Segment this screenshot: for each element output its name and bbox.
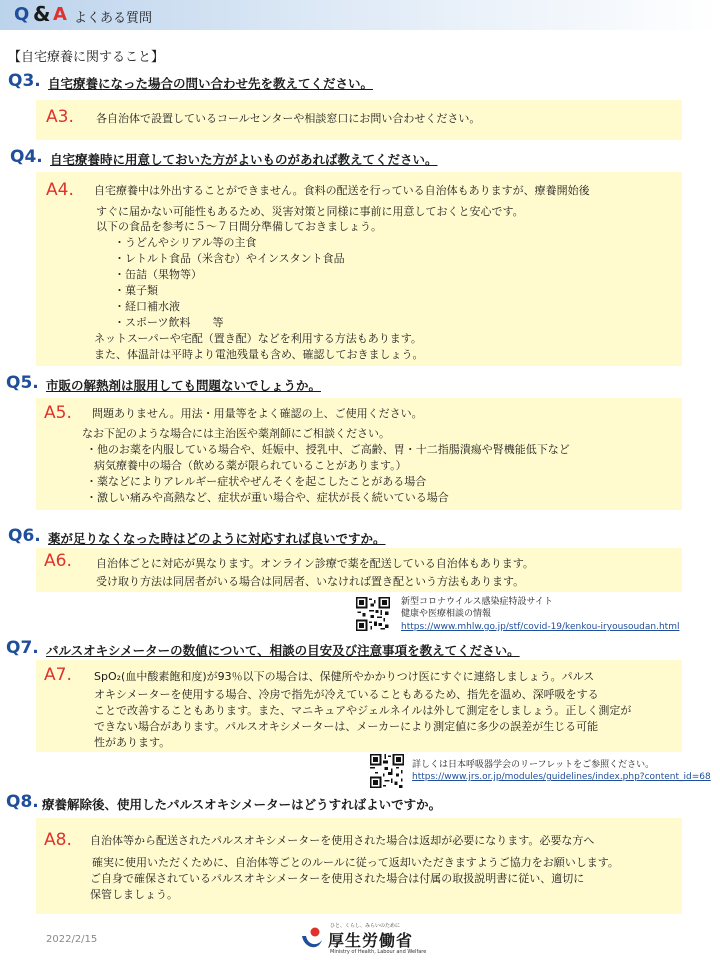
a7-line: 性があります。 [94,736,171,749]
a7-box [36,660,682,752]
a7-line: ことで改善することもあります。また、マニキュアやジェルネイルは外して測定をしましょう。正しく測定が [94,704,632,717]
a3-box [36,100,682,140]
ref-note-jrs: 詳しくは日本呼吸器学会のリーフレットをご参照ください。 [412,760,655,770]
page-title: よくある質問 [74,11,153,26]
header-q-letter: Q [14,4,30,25]
q6-label: Q6. [8,526,41,546]
footer-date: 2022/2/15 [46,934,98,945]
header-ampersand: & [33,2,51,26]
a7-label: A7. [44,665,72,685]
q5-label: Q5. [6,373,39,393]
a8-line: ご自身で確保されているパルスオキシメーターを使用された場合は付属の取扱説明書に従い、適切に [90,872,585,885]
a8-box [36,818,682,914]
a5-box [36,398,682,510]
ref-note-mhlw: 新型コロナウイルス感染症特設サイト [401,597,553,607]
a5-label: A5. [44,403,72,423]
q8-question: 療養解除後、使用したパルスオキシメーターはどうすればよいですか。 [42,797,442,812]
q8-label: Q8. [6,792,39,812]
qr-code-mhlw [356,597,390,631]
a4-line: ・菓子類 [114,284,158,297]
a4-line: すぐに届かない可能性もあるため、災害対策と同様に事前に用意しておくと安心です。 [96,205,524,218]
q7-question: パルスオキシメーターの数値について、相談の目安及び注意事項を教えてください。 [46,643,520,658]
header-a-letter: A [53,4,67,25]
a4-line: また、体温計は平時より電池残量も含め、確認しておきましょう。 [94,348,424,361]
a5-line: 問題ありません。用法・用量等をよく確認の上、ご使用ください。 [92,407,423,420]
q5-question: 市販の解熱剤は服用しても問題ないでしょうか。 [46,378,322,393]
a4-line: ・経口補水液 [114,300,180,313]
a5-line: なお下記のような場合には主治医や薬剤師にご相談ください。 [82,427,390,440]
a4-line: ・スポーツ飲料 等 [114,316,224,329]
a4-line: ・缶詰（果物等） [114,268,202,281]
a7-line: できない場合があります。パルスオキシメーターは、メーカーにより測定値に多少の誤差が生じる可能 [94,720,599,733]
a7-line: SpO₂(血中酸素飽和度)が93％以下の場合は、保健所やかかりつけ医にすぐに連絡しましょう。パルス [94,670,595,683]
a8-line: 自治体等から配送されたパルスオキシメーターを使用された場合は返却が必要になります。必要な方へ [90,834,595,847]
a4-label: A4. [46,180,74,200]
a5-line: ・激しい痛みや高熱など、症状が重い場合や、症状が長く続いている場合 [86,491,449,504]
a8-line: 確実に使用いただくために、自治体等ごとのルールに従って返却いただきますようご協力をお願いします。 [92,856,619,869]
a6-box [36,548,682,592]
a6-line: 受け取り方法は同居者がいる場合は同居者、いなければ置き配という方法もあります。 [96,575,525,588]
a3-label: A3. [46,107,74,127]
a8-line: 保管しましょう。 [90,888,178,901]
a3-line: 各自治体で設置しているコールセンターや相談窓口にお問い合わせください。 [96,112,481,125]
ref-note-mhlw: 健康や医療相談の情報 [401,609,492,619]
a4-line: ・レトルト食品（米含む）やインスタント食品 [114,252,345,265]
a8-label: A8. [44,830,72,850]
q4-question: 自宅療養時に用意しておいた方がよいものがあれば教えてください。 [50,152,438,167]
a4-line: 自宅療養中は外出することができません。食料の配送を行っている自治体もありますが、療養開始後 [94,184,590,197]
a5-line: ・薬などによりアレルギー症状やぜんそくを起こしたことがある場合 [86,475,427,488]
q3-question: 自宅療養になった場合の問い合わせ先を教えてください。 [48,76,374,91]
q6-question: 薬が足りなくなった時はどのように対応すれば良いですか。 [48,531,386,546]
ref-link-mhlw[interactable]: https://www.mhlw.go.jp/stf/covid-19/kenkou-iryousoudan.html [401,622,680,632]
logo-name: 厚生労働省 [328,931,414,950]
a4-line: ・うどんやシリアル等の主食 [114,236,257,249]
a5-line: 病気療養中の場合（飲める薬が限られていることがあります。） [94,459,407,472]
ministry-logo-icon [300,926,324,952]
section-label: 【自宅療養に関すること】 [8,50,165,65]
q4-label: Q4. [10,147,43,167]
qr-code-jrs [370,754,404,788]
ministry-logo [300,922,427,958]
a4-box [36,172,682,366]
logo-english-name: Ministry of Health, Labour and Welfare [330,949,427,955]
ref-link-jrs[interactable]: https://www.jrs.or.jp/modules/guidelines/index.php?content_id=68 [412,772,711,782]
a4-line: ネットスーパーや宅配（置き配）などを利用する方法もあります。 [94,332,422,345]
logo-tagline: ひと、くらし、みらいのために [330,923,401,929]
a5-line: ・他のお薬を内服している場合や、妊娠中、授乳中、ご高齢、胃・十二指腸潰瘍や腎機能低下など [86,443,570,456]
a6-label: A6. [44,551,72,571]
q3-label: Q3. [8,71,41,91]
a4-line: 以下の食品を参考に５～７日間分準備しておきましょう。 [96,220,382,233]
q7-label: Q7. [6,638,39,658]
a6-line: 自治体ごとに対応が異なります。オンライン診療で薬を配送している自治体もあります。 [96,557,534,570]
a7-line: オキシメーターを使用する場合、冷房で指先が冷えていることもあるため、指先を温め、深呼吸をする [94,688,599,701]
